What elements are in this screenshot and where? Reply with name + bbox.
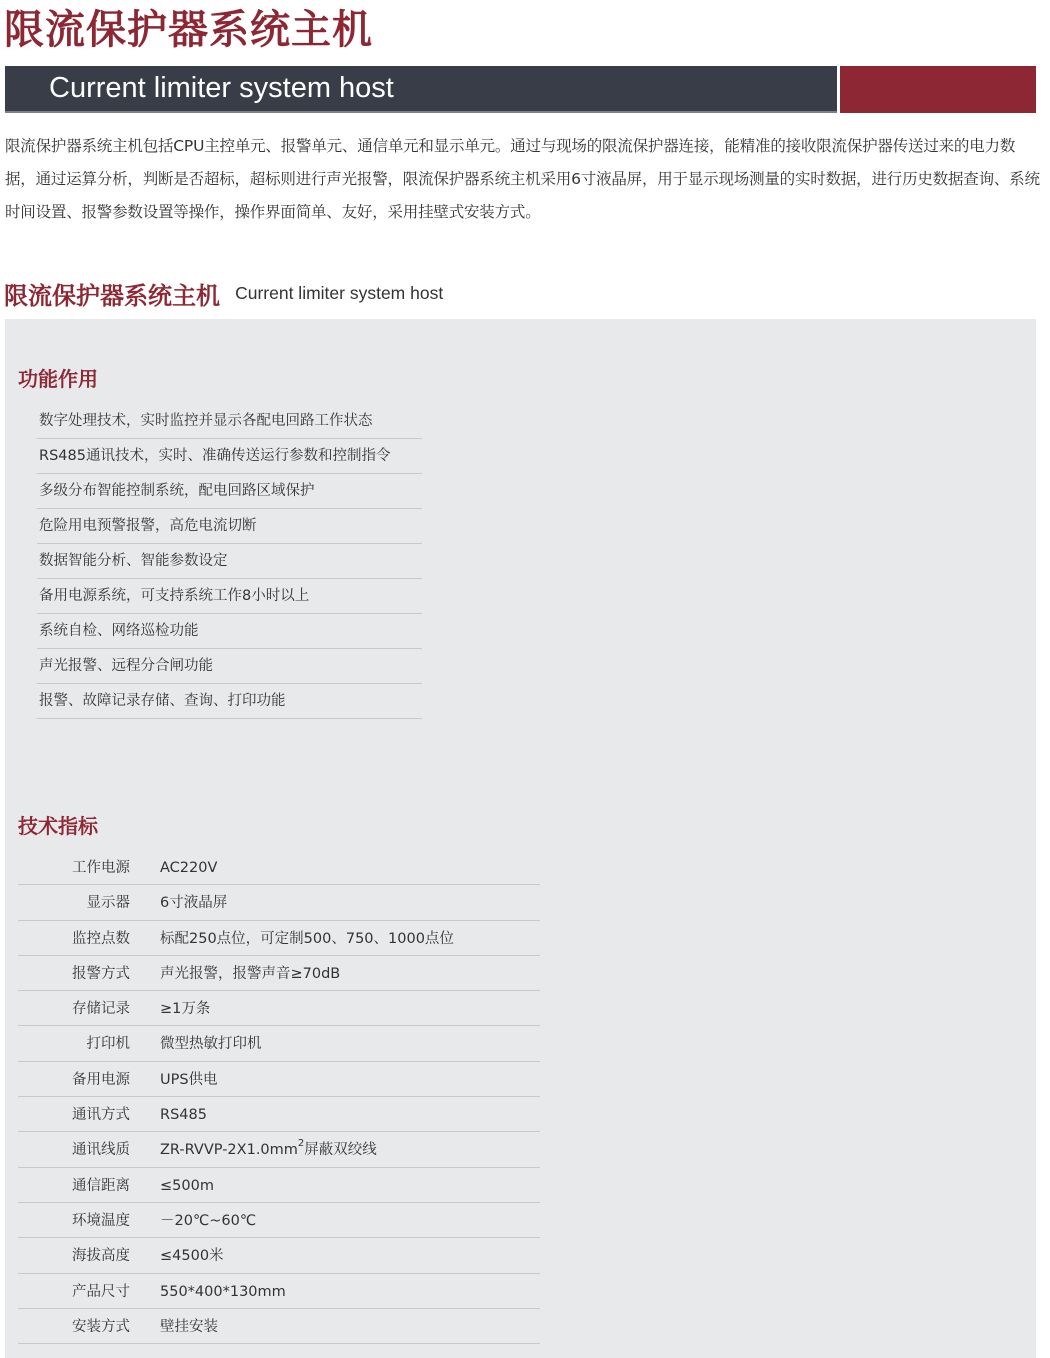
spec-label: 报警方式	[72, 965, 130, 982]
spec-value-text: 550*400*130mm	[160, 1283, 286, 1300]
spec-value	[160, 991, 210, 1027]
spec-label: 备用电源	[72, 1071, 130, 1088]
spec-label: 监控点数	[72, 930, 130, 947]
function-item: 备用电源系统，可支持系统工作8小时以上	[37, 579, 422, 614]
function-item: 多级分布智能控制系统，配电回路区域保护	[37, 474, 422, 509]
spec-value-text: －20℃~60℃	[160, 1212, 257, 1229]
spec-row	[18, 885, 540, 920]
accent-block	[840, 66, 1036, 113]
spec-value-text: ZR-RVVP-2X1.0mm	[160, 1142, 298, 1159]
spec-value-text: AC220V	[160, 860, 218, 876]
spec-row	[18, 1132, 540, 1167]
spec-value-text: 微型热敏打印机	[160, 1036, 262, 1053]
spec-label: 显示器	[86, 895, 130, 912]
spec-value-text: RS485	[160, 1107, 207, 1124]
spec-value	[160, 956, 340, 992]
function-item: 危险用电预警报警，高危电流切断	[37, 509, 422, 544]
spec-row	[18, 850, 540, 885]
title-banner	[5, 66, 837, 113]
spec-value	[160, 1168, 214, 1204]
function-item: 系统自检、网络巡检功能	[37, 614, 422, 649]
spec-row	[18, 1274, 540, 1309]
spec-value-superscript: 2	[297, 1138, 305, 1150]
spec-row	[18, 956, 540, 991]
spec-value	[160, 921, 454, 957]
spec-value	[160, 1309, 218, 1345]
spec-value	[160, 850, 217, 886]
spec-row	[18, 1097, 540, 1132]
section-title-cn: 限流保护器系统主机	[4, 282, 220, 310]
spec-label: 打印机	[86, 1036, 130, 1053]
spec-value	[160, 1274, 286, 1310]
spec-label: 安装方式	[72, 1318, 130, 1335]
specs-heading: 技术指标	[18, 814, 98, 838]
functions-heading: 功能作用	[18, 367, 98, 391]
spec-value	[160, 1062, 218, 1098]
functions-list	[37, 404, 422, 719]
spec-label: 工作电源	[72, 860, 130, 876]
spec-value-text: 壁挂安装	[160, 1318, 218, 1335]
spec-row	[18, 1203, 540, 1238]
spec-value	[160, 1132, 377, 1168]
spec-value-suffix: 屏蔽双绞线	[304, 1142, 377, 1159]
page-title: 限流保护器系统主机	[4, 7, 373, 53]
spec-value	[160, 1203, 256, 1239]
spec-row	[18, 921, 540, 956]
intro-paragraph: 限流保护器系统主机包括CPU主控单元、报警单元、通信单元和显示单元。通过与现场的限流保护器连接，能精准的接收限流保护器传送过来的电力数据，通过运算分析，判断是否超标，超标则进行声光报警，限流保护器系统主机采用6寸液晶屏，用于显示现场测量的实时数据，进行历史数据查询、系统时间设置、报警参数设置等操作，操作界面简单、友好，采用挂壁式安装方式。	[5, 137, 1040, 221]
function-item: 报警、故障记录存储、查询、打印功能	[37, 684, 422, 719]
spec-value	[160, 1238, 224, 1274]
spec-value	[160, 885, 227, 921]
spec-label: 海拔高度	[72, 1248, 130, 1265]
spec-label: 环境温度	[72, 1212, 130, 1229]
spec-label: 产品尺寸	[72, 1283, 130, 1300]
spec-label: 通讯方式	[72, 1107, 130, 1124]
function-item: RS485通讯技术，实时、准确传送运行参数和控制指令	[37, 439, 422, 474]
spec-row	[18, 1026, 540, 1061]
spec-value-text: 6寸液晶屏	[160, 895, 228, 912]
specs-table	[18, 850, 540, 1344]
section-title-en: Current limiter system host	[235, 283, 444, 303]
spec-value-text: ≤4500米	[160, 1248, 224, 1265]
spec-label: 存储记录	[72, 1001, 130, 1018]
function-item: 数据智能分析、智能参数设定	[37, 544, 422, 579]
spec-row	[18, 1168, 540, 1203]
spec-value-text: UPS供电	[160, 1071, 218, 1088]
spec-value-text: ≤500m	[160, 1177, 214, 1194]
spec-value	[160, 1097, 207, 1133]
spec-value	[160, 1026, 262, 1062]
banner-divider	[5, 111, 837, 113]
spec-value-text: ≥1万条	[160, 1001, 211, 1018]
spec-label: 通信距离	[72, 1177, 130, 1194]
function-item: 数字处理技术，实时监控并显示各配电回路工作状态	[37, 404, 422, 439]
spec-value-text: 声光报警，报警声音≥70dB	[160, 965, 341, 982]
spec-row	[18, 1062, 540, 1097]
spec-label: 通讯线质	[72, 1142, 130, 1159]
spec-row	[18, 1238, 540, 1273]
function-item: 声光报警、远程分合闸功能	[37, 649, 422, 684]
spec-row	[18, 991, 540, 1026]
banner-subtitle: Current limiter system host	[49, 72, 394, 104]
spec-row	[18, 1309, 540, 1344]
spec-value-text: 标配250点位，可定制500、750、1000点位	[160, 930, 454, 947]
section-heading	[4, 276, 443, 311]
